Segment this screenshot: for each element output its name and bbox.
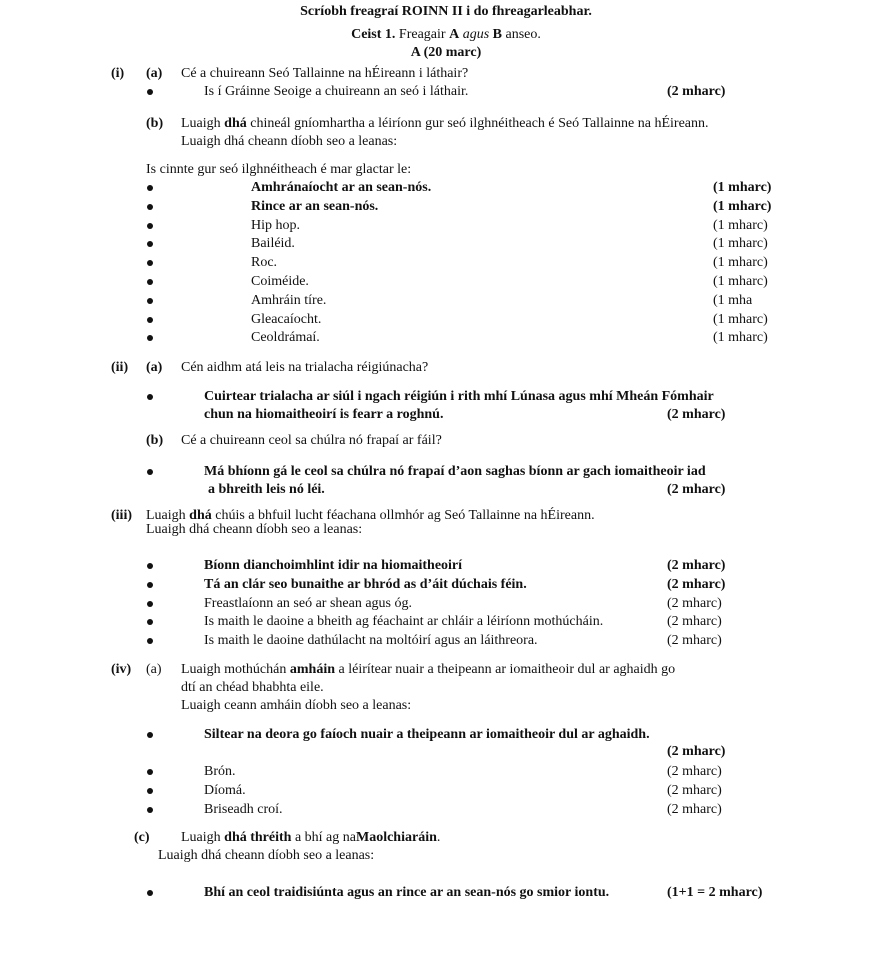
bullet: [147, 335, 153, 341]
question-number: Ceist 1.: [351, 27, 396, 42]
bullet: [147, 317, 153, 323]
q4-item-marks: (2 mharc): [667, 764, 722, 779]
bullet: [147, 582, 153, 588]
q4-c-question-post: .: [436, 830, 441, 845]
q1-b-question-post: chineál gníomhartha a léiríonn gur seó ilghnéitheach é Seó Tallainne na hÉireann.: [250, 116, 709, 131]
q2-roman: (ii): [111, 360, 129, 375]
bullet: [147, 298, 153, 304]
bullet: [147, 241, 153, 247]
q1-b-question-bold: dhá: [224, 116, 247, 131]
q4-c-question-mid: a bhí ag na: [294, 830, 356, 845]
q2-a-marks: (2 mharc): [667, 407, 726, 422]
q4-a-label: (a): [146, 662, 162, 677]
question-heading-text: Freagair: [398, 27, 446, 42]
q4-item-text: Brón.: [204, 764, 236, 779]
q1-item-text: Amhránaíocht ar an sean-nós.: [251, 180, 432, 195]
section-a-ref: A: [449, 27, 460, 42]
q4-item-text: Díomá.: [204, 782, 246, 798]
q4-c-question: [181, 830, 440, 846]
q3-item-marks: (2 mharc): [667, 576, 726, 592]
q4-c-question-bold2: Maolchiaráin: [355, 830, 437, 845]
question-heading-end: anseo.: [505, 27, 541, 42]
q3-item-marks: (2 mharc): [667, 633, 722, 649]
q3-roman: (iii): [111, 508, 132, 523]
bullet: [147, 732, 153, 738]
q1-item-text: Ceoldrámaí.: [251, 330, 320, 346]
q1-b-instruction: Luaigh dhá cheann díobh seo a leanas:: [181, 134, 398, 149]
q2-b-label: (b): [146, 433, 164, 448]
q3-question-bold: dhá: [189, 508, 212, 523]
q1-roman: (i): [111, 66, 125, 81]
q1-item-marks: (1 mharc): [713, 311, 768, 327]
q1-item-text: Bailéid.: [251, 236, 295, 252]
bullet: [147, 601, 153, 607]
q1-item-text: Gleacaíocht.: [251, 311, 322, 327]
bullet: [147, 279, 153, 285]
q2-a-answer-line1: Cuirtear trialacha ar siúl i ngach réigiún i rith mhí Lúnasa agus mhí Mheán Fómhair: [204, 389, 714, 404]
q1-item-marks: (1 mharc): [713, 180, 772, 195]
q4-a-question-bold: amháin: [289, 662, 335, 677]
q2-a-label: (a): [146, 360, 163, 375]
q4-c-instruction: Luaigh dhá cheann díobh seo a leanas:: [158, 848, 375, 863]
q4-a-instruction: Luaigh ceann amháin díobh seo a leanas:: [181, 698, 412, 713]
q3-item-marks: (2 mharc): [667, 614, 722, 630]
q1-item-marks: (1 mharc): [713, 330, 768, 346]
q1-b-question: [181, 116, 709, 132]
question-heading: [0, 27, 892, 43]
q1-b-question-pre: Luaigh: [181, 116, 221, 131]
q4-a-question: [181, 662, 675, 678]
q3-instruction: Luaigh dhá cheann díobh seo a leanas:: [146, 522, 363, 537]
q4-a-question-line2: dtí an chéad bhabhta eile.: [181, 680, 324, 695]
q4-c-marks: (1+1 = 2 mharc): [667, 885, 763, 900]
q4-c-label: (c): [134, 830, 150, 845]
q3-item-text: Bíonn dianchoimhlint idir na hiomaitheoirí: [204, 558, 463, 573]
q1-item-text: Rince ar an sean-nós.: [251, 198, 379, 214]
q1-item-text: Amhráin tíre.: [251, 292, 327, 308]
q1-item-text: Hip hop.: [251, 217, 300, 233]
q1-a-question: Cé a chuireann Seó Tallainne na hÉireann i láthair?: [181, 66, 469, 81]
q3-question-pre: Luaigh: [146, 508, 186, 523]
q2-b-marks: (2 mharc): [667, 482, 726, 497]
bullet: [147, 563, 153, 569]
q1-item-marks: (1 mharc): [713, 217, 768, 233]
q1-item-marks: (1 mharc): [713, 255, 768, 271]
bullet: [147, 185, 153, 191]
q2-b-answer-line1: Má bhíonn gá le ceol sa chúlra nó frapaí d’aon saghas bíonn ar gach iomaitheoir iad: [204, 464, 706, 479]
q1-a-marks: (2 mharc): [667, 84, 726, 99]
bullet: [147, 807, 153, 813]
q4-a-answer: Siltear na deora go faíoch nuair a theipeann ar iomaitheoir dul ar aghaidh.: [204, 727, 650, 742]
q1-item-marks: (1 mharc): [713, 198, 772, 214]
q3-item-text: Freastlaíonn an seó ar shean agus óg.: [204, 595, 412, 611]
q4-a-answer-marks: (2 mharc): [667, 744, 726, 759]
q3-question-post: chúis a bhfuil lucht féachana ollmhór ag Seó Tallainne na hÉireann.: [215, 508, 595, 523]
q1-item-marks: (1 mharc): [713, 236, 768, 252]
q3-item-marks: (2 mharc): [667, 558, 726, 573]
page-instruction: Scríobh freagraí ROINN II i do fhreagarleabhar.: [300, 4, 592, 19]
q1-a-label: (a): [146, 66, 163, 81]
bullet: [147, 769, 153, 775]
q4-item-text: Briseadh croí.: [204, 801, 283, 817]
bullet: [147, 469, 153, 475]
section-title: A (20 marc): [410, 45, 482, 60]
q4-a-question-pre: Luaigh mothúchán: [181, 662, 287, 677]
bullet: [147, 89, 153, 95]
q1-item-marks: (1 mharc): [713, 274, 768, 289]
q3-item-text: Is maith le daoine dathúlacht na moltóirí agus an láithreora.: [204, 633, 538, 649]
q4-a-question-post: a léirítear nuair a theipeann ar iomaitheoir dul ar aghaidh go: [338, 662, 676, 677]
q4-c-question-bold: dhá thréith: [224, 830, 292, 845]
q1-item-text: Roc.: [251, 255, 278, 271]
bullet: [147, 619, 153, 625]
q2-a-question: Cén aidhm atá leis na trialacha réigiúnacha?: [181, 360, 429, 375]
bullet: [147, 204, 153, 210]
bullet: [147, 394, 153, 400]
bullet: [147, 890, 153, 896]
q4-item-marks: (2 mharc): [667, 801, 722, 817]
q4-c-answer: Bhí an ceol traidisiúnta agus an rince ar an sean-nós go smior iontu.: [204, 885, 610, 900]
q1-item-marks: (1 mha: [713, 292, 753, 308]
q2-a-answer-line2: chun na hiomaitheoirí is fearr a roghnú.: [204, 407, 444, 422]
q2-b-answer-line2: a bhreith leis nó léi.: [208, 482, 325, 497]
q4-roman: (iv): [111, 662, 132, 677]
bullet: [147, 223, 153, 229]
q2-b-question: Cé a chuireann ceol sa chúlra nó frapaí ar fáil?: [181, 433, 442, 448]
section-b-ref: B: [492, 27, 502, 42]
q3-item-text: Is maith le daoine a bheith ag féachaint ar chláir a léiríonn mothúcháin.: [204, 614, 604, 630]
q3-item-text: Tá an clár seo bunaithe ar bhród as d’áit dúchais féin.: [204, 576, 527, 592]
bullet: [147, 638, 153, 644]
bullet: [147, 788, 153, 794]
q1-a-answer: Is í Gráinne Seoige a chuireann an seó i láthair.: [204, 84, 469, 99]
q1-item-text: Coiméide.: [251, 274, 309, 289]
q3-item-marks: (2 mharc): [667, 595, 722, 611]
q1-intro: Is cinnte gur seó ilghnéitheach é mar glactar le:: [146, 162, 412, 177]
bullet: [147, 260, 153, 266]
conjunction: agus: [462, 27, 490, 42]
q4-c-question-pre: Luaigh: [181, 830, 221, 845]
q1-b-label: (b): [146, 116, 164, 131]
q4-item-marks: (2 mharc): [667, 782, 722, 798]
